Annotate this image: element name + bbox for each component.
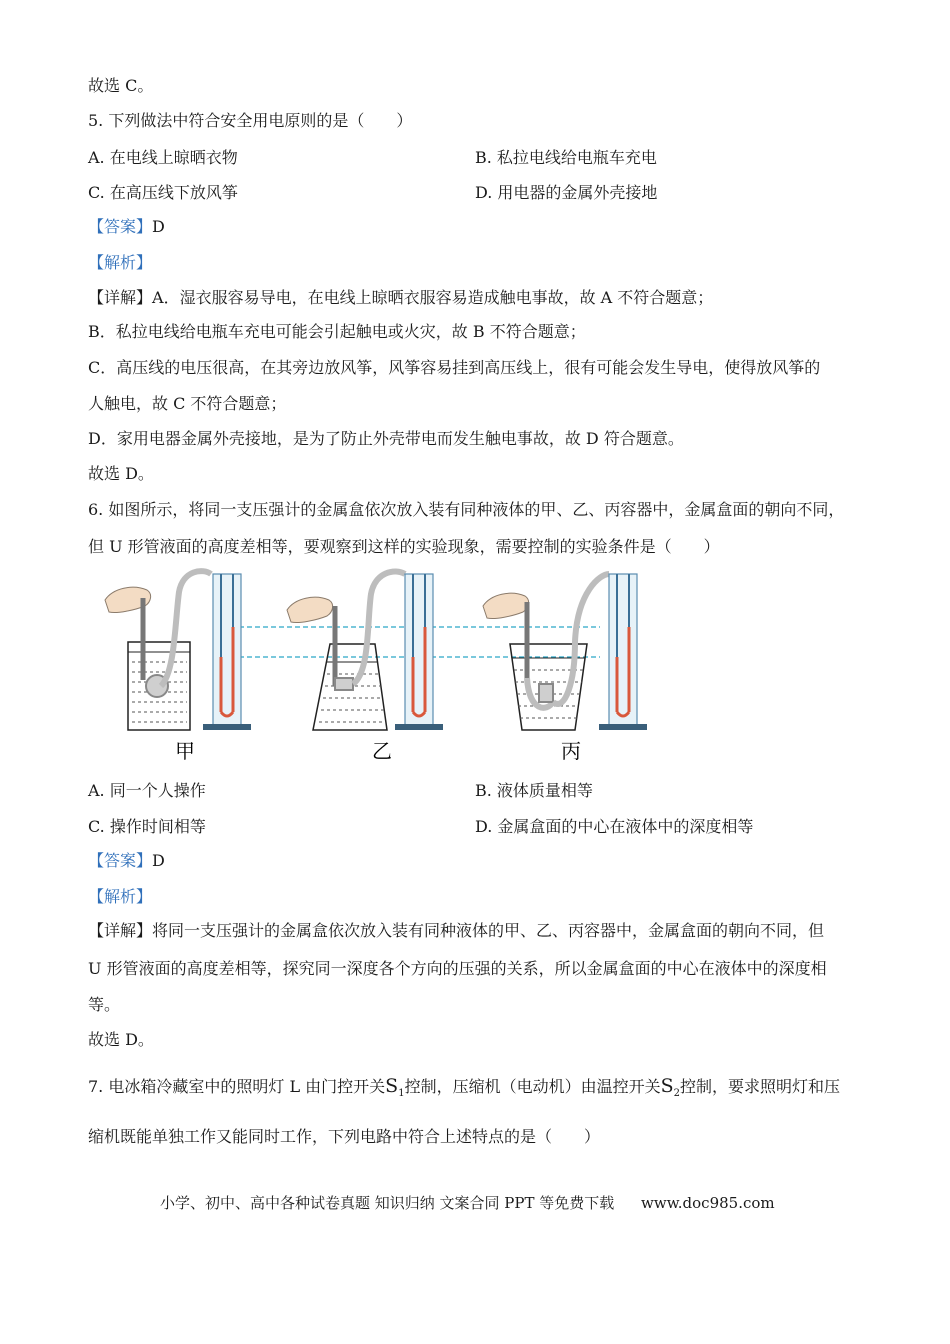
q5-answer xyxy=(88,217,165,237)
hand-bing xyxy=(483,593,529,618)
detail-label: 【详解】 xyxy=(88,288,153,307)
q5-explanation-3: 人触电，故 C 不符合题意； xyxy=(88,394,287,413)
q5-option-a: A. 在电线上晾晒衣物 xyxy=(88,148,238,167)
q5-option-d: D. 用电器的金属外壳接地 xyxy=(475,183,658,202)
q6-explanation-0 xyxy=(88,921,824,941)
q5-option-c: C. 在高压线下放风筝 xyxy=(88,183,238,202)
q6-answer xyxy=(88,851,165,871)
q5-stem: 5. 下列做法中符合安全用电原则的是（ ） xyxy=(88,111,413,130)
q5-conclusion: 故选 D。 xyxy=(88,464,154,483)
footer-text: 小学、初中、高中各种试卷真题 知识归纳 文案合同 PPT 等免费下载 xyxy=(160,1194,615,1212)
switch-s2 xyxy=(661,1075,680,1097)
q6-option-b: B. 液体质量相等 xyxy=(475,781,593,800)
q7-stem-line2: 缩机既能单独工作又能同时工作，下列电路中符合上述特点的是（ ） xyxy=(88,1127,601,1146)
q6-option-c: C. 操作时间相等 xyxy=(88,817,206,836)
figure-label-bing: 丙 xyxy=(561,739,581,762)
q5-explanation-4: D．家用电器金属外壳接地，是为了防止外壳带电而发生触电事故，故 D 符合题意。 xyxy=(88,429,684,448)
q6-explanation-1: U 形管液面的高度差相等，探究同一深度各个方向的压强的关系，所以金属盒面的中心在液体中的深度相 xyxy=(88,959,827,978)
switch-s1 xyxy=(385,1075,404,1097)
page-footer xyxy=(160,1192,775,1213)
switch-s1-sub: 1 xyxy=(398,1088,405,1099)
q7-stem-part-a: 7. 电冰箱冷藏室中的照明灯 L 由门控开关 xyxy=(88,1077,386,1096)
q7-stem-part-c: 控制，要求照明灯和压 xyxy=(679,1077,840,1096)
answer-label: 【答案】 xyxy=(88,217,153,236)
q4-conclusion: 故选 C。 xyxy=(88,76,154,95)
switch-s2-sub: 2 xyxy=(673,1088,680,1099)
switch-s2-letter: S xyxy=(660,1075,674,1097)
figure-label-jia: 甲 xyxy=(175,739,195,762)
probe-box-yi xyxy=(335,678,353,690)
manometer-jia xyxy=(213,574,241,726)
explanation-text: 将同一支压强计的金属盒依次放入装有同种液体的甲、乙、丙容器中，金属盒面的朝向不同，但 xyxy=(152,921,825,940)
q6-stem-line1: 6. 如图所示，将同一支压强计的金属盒依次放入装有同种液体的甲、乙、丙容器中，金属盒面的朝向不同， xyxy=(88,500,845,519)
q5-analysis-label: 【解析】 xyxy=(88,253,153,272)
switch-s1-letter: S xyxy=(385,1075,399,1097)
q7-stem-part-b: 控制，压缩机（电动机）由温控开关 xyxy=(404,1077,661,1096)
tube-yi xyxy=(353,571,405,684)
setup-jia xyxy=(105,571,251,730)
pressure-gauge-figure xyxy=(95,562,665,762)
detail-label: 【详解】 xyxy=(88,921,153,940)
q6-conclusion: 故选 D。 xyxy=(88,1030,154,1049)
hand-yi xyxy=(287,597,333,622)
q7-stem-line1 xyxy=(88,1076,840,1104)
answer-value: D xyxy=(152,217,165,236)
explanation-text: A．湿衣服容易导电，在电线上晾晒衣服容易造成触电事故，故 A 不符合题意； xyxy=(152,288,714,307)
q6-option-a: A. 同一个人操作 xyxy=(88,781,206,800)
probe-box-bing xyxy=(539,684,553,702)
q6-analysis-label: 【解析】 xyxy=(88,887,153,906)
figure-label-yi: 乙 xyxy=(372,739,392,762)
q5-explanation-0 xyxy=(88,288,713,308)
setup-yi xyxy=(287,571,443,730)
answer-value: D xyxy=(152,851,165,870)
q5-option-b: B. 私拉电线给电瓶车充电 xyxy=(475,148,657,167)
q6-option-d: D. 金属盒面的中心在液体中的深度相等 xyxy=(475,817,754,836)
tube-jia xyxy=(161,571,211,686)
manometer-yi xyxy=(405,574,433,726)
answer-label: 【答案】 xyxy=(88,851,153,870)
q5-explanation-1: B．私拉电线给电瓶车充电可能会引起触电或火灾，故 B 不符合题意； xyxy=(88,322,586,341)
q6-explanation-2: 等。 xyxy=(88,995,121,1014)
q6-stem-line2: 但 U 形管液面的高度差相等，要观察到这样的实验现象，需要控制的实验条件是（ ） xyxy=(88,537,720,556)
manometer-bing xyxy=(609,574,637,726)
setup-bing xyxy=(483,574,647,730)
footer-url[interactable]: www.doc985.com xyxy=(641,1194,775,1212)
q5-explanation-2: C．高压线的电压很高，在其旁边放风筝，风筝容易挂到高压线上，很有可能会发生导电，使得放风筝的 xyxy=(88,358,821,377)
